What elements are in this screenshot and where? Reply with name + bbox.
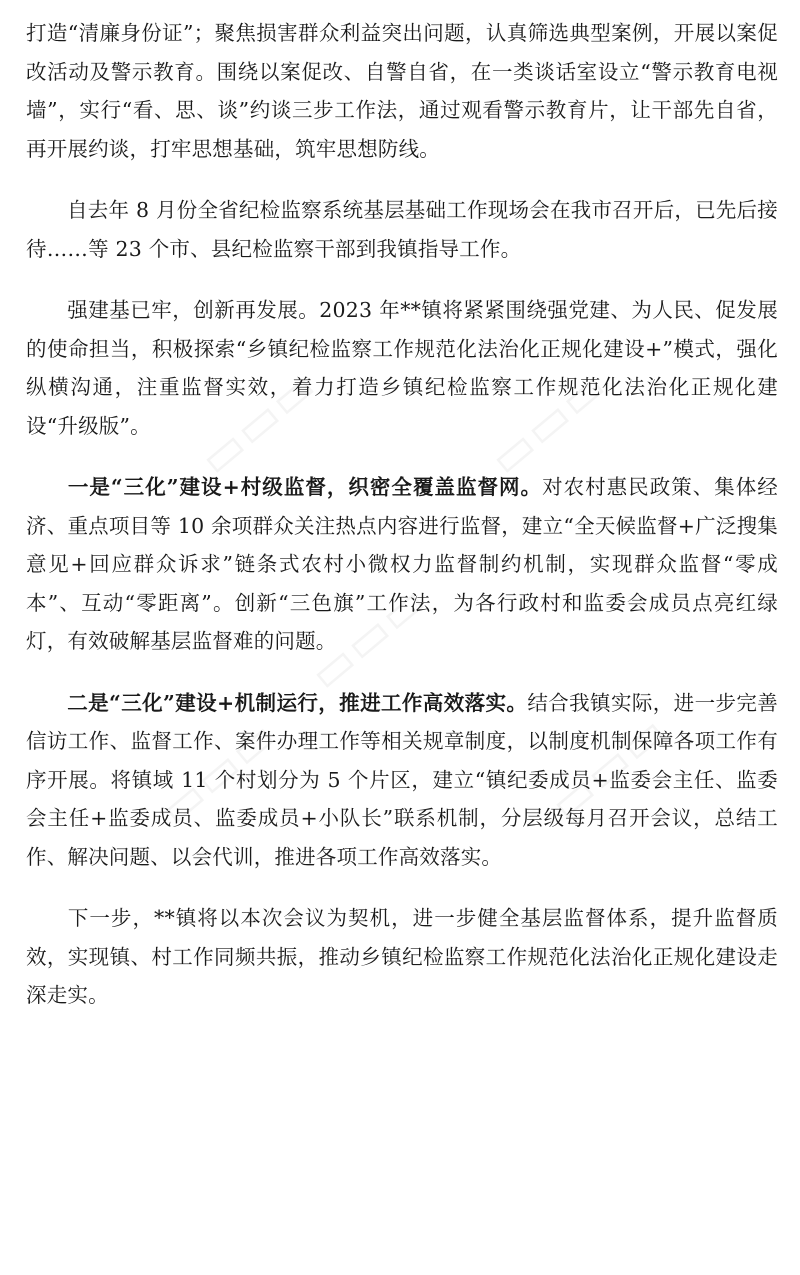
watermark: ▭▭▭ [298, 572, 438, 702]
paragraph-village-supervision [26, 468, 778, 661]
document-body [26, 0, 778, 1015]
paragraph-reception [26, 191, 778, 268]
paragraph-text: 强建基已牢，创新再发展。2023 年**镇将紧紧围绕强党建、为人民、促发展的使命担当，积极探索“乡镇纪检监察工作规范化法治化正规化建设+”模式，强化纵横沟通，注重监督实效，着力打造乡镇纪检监察工作规范化法治化正规化建设“升级版”。 [26, 298, 778, 438]
paragraph-mechanism [26, 684, 778, 877]
paragraph-lead: 二是“三化”建设+机制运行，推进工作高效落实。 [67, 690, 528, 715]
paragraph-text: 下一步，**镇将以本次会议为契机，进一步健全基层监督体系，提升监督质效，实现镇、村工作同频共振，推动乡镇纪检监察工作规范化法治化正规化建设走深走实。 [26, 906, 778, 1007]
paragraph-lead: 一是“三化”建设+村级监督，织密全覆盖监督网。 [67, 475, 543, 499]
paragraph-text: 打造“清廉身份证”；聚焦损害群众利益突出问题，认真筛选典型案例，开展以案促改活动及警示教育。围绕以案促改、自警自省，在一类谈话室设立“警示教育电视墙”，实行“看、思、谈”约谈三步工作法，通过观看警示教育片，让干部先自省，再开展约谈，打牢思想基础，筑牢思想防线。 [26, 21, 778, 161]
paragraph-text: 自去年 8 月份全省纪检监察系统基层基础工作现场会在我市召开后，已先后接待……等 23 个市、县纪检监察干部到我镇指导工作。 [26, 198, 778, 261]
watermark: ▭▭▭ [538, 702, 678, 832]
paragraph-outlook-2023 [26, 291, 778, 445]
paragraph-next-step [26, 899, 778, 1015]
paragraph-text: 结合我镇实际，进一步完善信访工作、监督工作、案件办理工作等相关规章制度，以制度机制保障各项工作有序开展。将镇域 11 个村划分为 5 个片区，建立“镇纪委成员+监委会主任、监委会主任+监委成员、监委成员+小队长”联系机制，分层级每月召开会议，总结工作、解决问题、以会代训，推进各项工作高效落实。 [26, 690, 779, 869]
watermark: ▭▭▭ [188, 357, 328, 487]
watermark: ▭▭▭ [478, 357, 618, 487]
watermark: ▭▭▭ [148, 707, 288, 837]
paragraph-text: 对农村惠民政策、集体经济、重点项目等 10 余项群众关注热点内容进行监督，建立“全天候监督+广泛搜集意见+回应群众诉求”链条式农村小微权力监督制约机制，实现群众监督“零成本”、互动“零距离”。创新“三色旗”工作法，为各行政村和监委会成员点亮红绿灯，有效破解基层监督难的问题。 [26, 475, 779, 653]
paragraph-continuation [26, 14, 778, 168]
